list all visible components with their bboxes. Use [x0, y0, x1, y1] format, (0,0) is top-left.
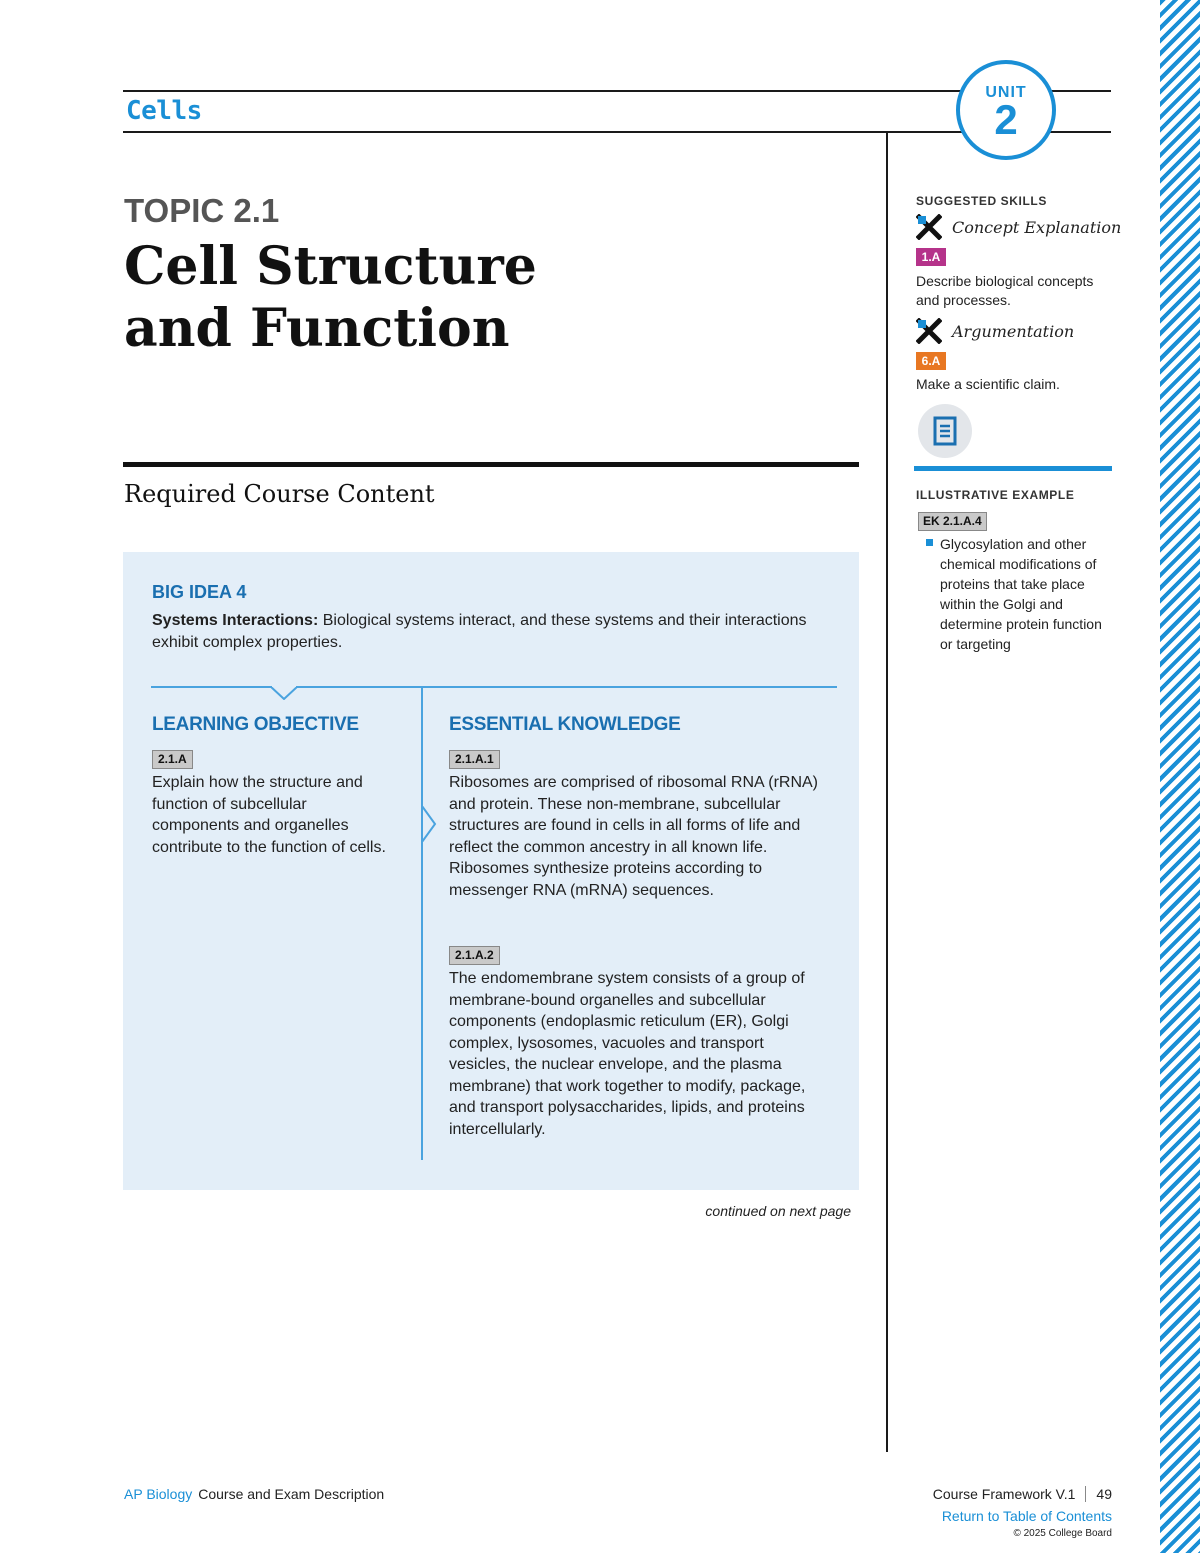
unit-title: Cells	[126, 96, 202, 126]
ek-text-1: Ribosomes are comprised of ribosomal RNA (rRNA) and protein. These non-membrane, subcellular structures are found in cells in all forms of life and reflect the common ancestry in all known life. Ribosomes synthesize proteins according to messenger RNA (mRNA) sequences.	[449, 774, 818, 899]
continued-note: continued on next page	[705, 1203, 851, 1219]
skill-name: Concept Explanation	[952, 217, 1122, 237]
learning-objective-text: Explain how the structure and function of subcellular components and organelles contribute to the function of cells.	[152, 774, 386, 856]
required-course-content-heading: Required Course Content	[124, 480, 435, 508]
unit-badge	[956, 60, 1056, 160]
illustrative-example-label: ILLUSTRATIVE EXAMPLE	[916, 488, 1075, 502]
footer-doc: Course and Exam Description	[198, 1486, 385, 1502]
skill-description: Describe biological concepts and processes.	[916, 273, 1094, 308]
big-idea-description	[152, 610, 822, 654]
big-idea-rule	[151, 686, 837, 688]
skill-cross-icon	[916, 318, 942, 344]
ek-code-1: 2.1.A.1	[449, 750, 500, 769]
notch-marker	[270, 686, 298, 700]
skill-code-tag: 1.A	[916, 248, 946, 266]
learning-objective-code: 2.1.A	[152, 750, 193, 769]
unit-number: 2	[994, 96, 1018, 143]
decorative-stripe	[1160, 0, 1200, 1553]
chevron-right-icon	[421, 806, 437, 842]
bullet-icon	[926, 539, 933, 546]
skill-description: Make a scientific claim.	[916, 376, 1060, 392]
footer-framework: Course Framework V.1	[932, 1486, 1076, 1502]
skill-cross-icon	[916, 214, 942, 240]
document-glyph	[932, 416, 958, 446]
big-idea-text: Biological systems interact, and these systems and their interactions exhibit complex properties.	[152, 612, 807, 651]
topic-title-line-2: and Function	[124, 298, 510, 359]
topic-label: TOPIC 2.1	[124, 192, 280, 229]
big-idea-label: BIG IDEA 4	[152, 582, 247, 602]
topic-title	[124, 236, 824, 360]
skill-code-tag: 6.A	[916, 352, 946, 370]
learning-objective-heading: LEARNING OBJECTIVE	[152, 714, 359, 735]
topic-title-line-1: Cell Structure	[124, 236, 537, 297]
skill-argumentation	[916, 318, 1074, 344]
ek-code-2: 2.1.A.2	[449, 946, 500, 965]
illustrative-example-text: Glycosylation and other chemical modifications of proteins that take place within the Golgi and determine protein function or targeting	[940, 536, 1102, 652]
footer-course	[124, 1486, 384, 1502]
section-rule	[123, 462, 859, 467]
skill-concept-explanation	[916, 214, 1121, 240]
ek-text-2: The endomembrane system consists of a group of membrane-bound organelles and subcellular components (endoplasmic reticulum (ER), Golgi complex, lysosomes, vacuoles and transport vesicles, the nuclear envelope, and the plasma membrane) that work together to modify, package, and transport polysaccharides, lipids, and proteins intercellularly.	[449, 970, 806, 1138]
sidebar-divider	[886, 132, 888, 1452]
essential-knowledge-heading: ESSENTIAL KNOWLEDGE	[449, 714, 681, 735]
return-to-toc-link[interactable]: Return to Table of Contents	[941, 1508, 1112, 1524]
document-icon	[918, 404, 972, 458]
footer-page-info	[933, 1486, 1112, 1502]
column-divider	[421, 686, 423, 1160]
copyright: © 2025 College Board	[1013, 1528, 1112, 1539]
suggested-skills-label: SUGGESTED SKILLS	[916, 194, 1047, 208]
footer-brand: AP Biology	[124, 1486, 193, 1502]
illustrative-example-code: EK 2.1.A.4	[918, 512, 987, 531]
footer-separator	[1085, 1486, 1086, 1502]
sidebar-rule	[914, 466, 1112, 471]
unit-label: UNIT	[985, 84, 1027, 101]
big-idea-bold: Systems Interactions:	[152, 612, 319, 629]
page-number: 49	[1096, 1486, 1112, 1502]
skill-name: Argumentation	[952, 321, 1075, 341]
